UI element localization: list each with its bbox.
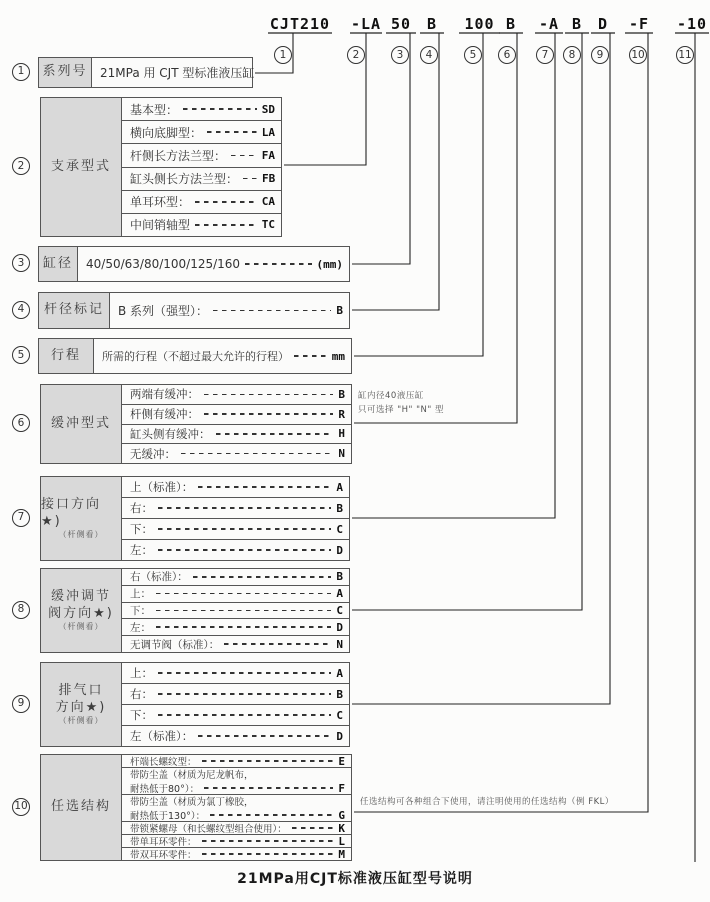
option-row <box>122 143 281 166</box>
option-text: 两端有缓冲： <box>130 387 199 402</box>
option-text: 上： <box>130 666 153 680</box>
dash-leader <box>213 310 331 312</box>
dash-leader <box>204 394 333 396</box>
option-code: A <box>336 587 343 601</box>
model-code-text: B <box>505 15 517 33</box>
option-code: B <box>338 387 345 401</box>
single-value-row <box>94 339 351 373</box>
option-row <box>122 585 349 602</box>
section-label-line: 缓冲调节 <box>50 589 111 605</box>
model-code-segment <box>625 14 653 33</box>
option-text: 缸头侧有缓冲： <box>130 426 211 441</box>
section-label <box>38 292 110 329</box>
dash-leader <box>193 576 332 578</box>
section-label-line: 接口方向★) <box>41 497 102 529</box>
option-row <box>122 497 349 518</box>
option-text: 右（标准）： <box>130 571 188 584</box>
option-row <box>122 663 349 683</box>
model-code-text: B <box>571 15 583 33</box>
dash-leader <box>158 507 331 509</box>
dash-leader <box>156 593 331 595</box>
option-row <box>122 167 281 190</box>
option-row-line2 <box>130 781 345 795</box>
index-badge: 6 <box>12 414 30 432</box>
section-row <box>0 246 710 282</box>
option-code: M <box>338 847 345 861</box>
section-label-line: 排气口 <box>58 683 104 699</box>
option-row <box>122 98 281 120</box>
side-note <box>360 796 614 810</box>
model-code-segment <box>350 14 382 33</box>
model-code-segment <box>268 14 332 33</box>
model-code-text: -F <box>628 15 650 33</box>
index-badge: 5 <box>464 46 482 64</box>
option-code: A <box>336 480 343 494</box>
option-row <box>122 190 281 213</box>
dash-leader <box>181 453 333 455</box>
option-text: 上（标准）： <box>130 480 194 494</box>
index-badge: 11 <box>676 46 694 64</box>
option-text: 下： <box>130 522 153 536</box>
option-text: 带单耳环零件： <box>130 837 197 848</box>
option-text: 中间销轴型 <box>130 218 191 233</box>
section-content <box>122 662 350 747</box>
section-label-line: 缓冲型式 <box>50 415 111 431</box>
option-row <box>122 424 351 444</box>
dash-leader <box>231 155 257 157</box>
section-label-line: （杆侧看） <box>58 529 104 539</box>
option-code: B <box>336 304 343 317</box>
option-text: 缸头侧长方法兰型： <box>130 172 239 187</box>
model-code-segment <box>675 14 709 33</box>
dash-leader <box>216 433 334 435</box>
option-row <box>122 539 349 560</box>
dash-leader <box>202 853 334 855</box>
option-code: G <box>338 808 345 822</box>
option-row-line2 <box>130 808 345 822</box>
option-code: R <box>338 407 345 421</box>
section-label-line: 杆径标记 <box>43 302 104 318</box>
section-label-line: 支承型式 <box>50 158 111 174</box>
option-code: D <box>336 729 343 743</box>
option-row <box>122 477 349 497</box>
option-text: 右： <box>130 687 153 701</box>
section-label-line: （杆侧看） <box>58 715 104 725</box>
option-code: SD <box>261 102 275 116</box>
section-label <box>38 57 92 88</box>
dash-leader <box>156 610 331 612</box>
side-note-line: 缸内径40液压缸 <box>358 391 424 401</box>
dash-leader <box>245 263 311 265</box>
section-row <box>0 292 710 329</box>
section-row <box>0 384 710 464</box>
index-badge: 9 <box>591 46 609 64</box>
index-badge: 2 <box>347 46 365 64</box>
dash-leader <box>204 787 333 789</box>
option-text: 21MPa 用 CJT 型标准液压缸 <box>100 66 255 80</box>
model-code-text: -LA <box>350 15 382 33</box>
model-code-segment <box>459 14 500 33</box>
section-label <box>38 246 78 282</box>
option-row <box>122 618 349 635</box>
option-row <box>122 821 351 834</box>
section-label <box>40 384 122 464</box>
index-badge: 5 <box>12 346 30 364</box>
section-content <box>78 246 350 282</box>
dash-leader <box>202 760 334 762</box>
option-text: 无缓冲： <box>130 446 176 461</box>
dash-leader <box>243 178 257 180</box>
dash-leader <box>183 108 257 110</box>
option-row <box>122 213 281 236</box>
section-label-line: 方向★) <box>55 699 107 715</box>
option-code: (mm) <box>316 257 343 271</box>
section-row <box>0 476 710 561</box>
dash-leader <box>156 626 331 628</box>
option-text: 下： <box>130 604 151 617</box>
option-code: mm <box>331 349 345 363</box>
option-text: 左： <box>130 543 153 557</box>
option-text: 带双耳环零件： <box>130 850 197 861</box>
option-code: A <box>336 666 343 680</box>
section-content <box>122 384 352 464</box>
index-badge: 2 <box>12 157 30 175</box>
option-row <box>122 569 349 585</box>
section-row <box>0 338 710 374</box>
dash-leader <box>195 201 257 203</box>
model-code-segment <box>420 14 444 33</box>
option-text: 左： <box>130 621 151 634</box>
model-code-text: -A <box>538 15 560 33</box>
side-note-line: 只可选择 "H" "N" 型 <box>358 404 444 415</box>
option-code: D <box>336 543 343 557</box>
option-row <box>122 385 351 404</box>
model-code-text: D <box>597 15 609 33</box>
single-value-row <box>92 58 255 87</box>
option-row <box>122 443 351 463</box>
option-row <box>122 794 351 821</box>
dash-leader <box>224 643 331 645</box>
option-text: 单耳环型： <box>130 195 191 210</box>
section-label-line: 行程 <box>50 347 81 363</box>
section-label-line: （杆侧看） <box>58 621 104 631</box>
option-row <box>122 755 351 767</box>
option-row <box>122 404 351 424</box>
option-row <box>122 518 349 539</box>
option-row <box>122 683 349 704</box>
section-label <box>40 568 122 653</box>
section-label <box>40 662 122 747</box>
section-row <box>0 568 710 653</box>
index-badge: 1 <box>274 46 292 64</box>
model-code-segment <box>499 14 523 33</box>
option-row <box>122 725 349 746</box>
dash-leader <box>158 693 331 695</box>
index-badge: 3 <box>391 46 409 64</box>
option-code: LA <box>261 125 275 139</box>
option-text: 带防尘盖（材质为氯丁橡胶， <box>130 797 254 808</box>
model-code-text: CJT210 <box>269 15 331 33</box>
option-code: N <box>338 447 345 461</box>
model-code-text: 100 <box>464 15 495 33</box>
option-text: 带防尘盖（材质为尼龙帆布， <box>130 770 254 781</box>
option-row <box>122 834 351 847</box>
option-code: L <box>338 834 345 848</box>
option-text: 无调节阀（标准）： <box>130 638 220 651</box>
option-text: 下： <box>130 708 153 722</box>
section-content <box>92 57 253 88</box>
section-content <box>110 292 350 329</box>
section-content <box>122 568 350 653</box>
model-code-text: -10 <box>676 15 708 33</box>
section-label-line: 任选结构 <box>50 799 111 815</box>
side-note-line: 任选结构可各种组合下使用，请注明使用的任选结构（例 FKL） <box>360 797 614 807</box>
section-content <box>94 338 352 374</box>
option-text: B 系列（强型）： <box>118 304 209 318</box>
index-badge: 6 <box>498 46 516 64</box>
index-badge: 7 <box>536 46 554 64</box>
section-row <box>0 662 710 747</box>
index-badge: 9 <box>12 695 30 713</box>
index-badge: 8 <box>12 601 30 619</box>
index-badge: 1 <box>12 63 30 81</box>
option-code: B <box>336 687 343 701</box>
option-code: C <box>336 522 343 536</box>
section-content <box>122 754 352 861</box>
dash-leader <box>195 224 257 226</box>
section-label-line: 缸径 <box>42 255 73 271</box>
option-code: B <box>336 570 343 584</box>
dash-leader <box>158 714 331 716</box>
option-text: 右： <box>130 501 153 515</box>
option-text: 杆侧长方法兰型： <box>130 148 227 163</box>
single-value-row <box>78 247 349 281</box>
side-note <box>358 390 444 417</box>
section-label <box>40 476 122 561</box>
option-code: D <box>336 620 343 634</box>
option-row <box>122 847 351 860</box>
option-row <box>122 767 351 794</box>
single-value-row <box>110 293 349 328</box>
option-row <box>122 120 281 143</box>
option-code: B <box>336 501 343 515</box>
option-code: C <box>336 708 343 722</box>
dash-leader <box>294 355 327 357</box>
option-text: 耐热低于130°）： <box>130 811 206 822</box>
dash-leader <box>158 549 331 551</box>
model-code-segment <box>565 14 589 33</box>
option-code: FA <box>261 148 275 162</box>
option-text: 横向底脚型： <box>130 125 203 140</box>
model-code-segment <box>386 14 416 33</box>
section-label <box>40 754 122 861</box>
model-code-segment <box>591 14 615 33</box>
dash-leader <box>198 735 331 737</box>
option-code: E <box>338 754 345 768</box>
option-text: 带锁紧螺母（和长螺纹型组合使用）： <box>130 824 287 835</box>
index-badge: 4 <box>420 46 438 64</box>
model-code-text: 50 <box>390 15 412 33</box>
dash-leader <box>198 486 331 488</box>
dash-leader <box>158 528 331 530</box>
option-row <box>122 704 349 725</box>
section-label-line: 系列号 <box>42 64 88 80</box>
option-code: F <box>338 781 345 795</box>
model-code-segment <box>535 14 563 33</box>
index-badge: 10 <box>629 46 647 64</box>
option-code: C <box>336 603 343 617</box>
dash-leader <box>292 827 334 829</box>
option-text: 耐热低于80°）： <box>130 784 200 795</box>
option-code: K <box>338 821 345 835</box>
page-caption: 21MPa用CJT标准液压缸型号说明 <box>237 871 473 887</box>
dash-leader <box>204 413 333 415</box>
dash-leader <box>202 840 334 842</box>
index-badge: 8 <box>563 46 581 64</box>
option-code: N <box>336 637 343 651</box>
option-text: 杆端长螺纹型： <box>130 757 197 768</box>
option-text: 杆侧有缓冲： <box>130 407 199 422</box>
section-content <box>122 97 282 237</box>
dash-leader <box>207 131 257 133</box>
option-code: H <box>338 427 345 441</box>
option-code: TC <box>261 218 275 232</box>
model-code-text: B <box>426 15 438 33</box>
option-code: CA <box>261 195 275 209</box>
section-row <box>0 57 710 88</box>
section-label-line: 阀方向★) <box>48 605 114 621</box>
index-badge: 4 <box>12 301 30 319</box>
section-content <box>122 476 350 561</box>
option-code: FB <box>262 172 276 186</box>
option-text: 左（标准）： <box>130 729 194 743</box>
section-label <box>38 338 94 374</box>
option-row <box>122 602 349 619</box>
option-row <box>122 635 349 652</box>
index-badge: 7 <box>12 509 30 527</box>
index-badge: 3 <box>12 254 30 272</box>
dash-leader <box>210 814 333 816</box>
dash-leader <box>158 672 331 674</box>
option-text: 基本型： <box>130 102 179 117</box>
section-row <box>0 97 710 237</box>
option-text: 所需的行程（不超过最大允许的行程） <box>102 350 289 363</box>
option-text: 上： <box>130 588 151 601</box>
section-label <box>40 97 122 237</box>
option-text: 40/50/63/80/100/125/160 <box>86 257 241 271</box>
index-badge: 10 <box>12 798 30 816</box>
